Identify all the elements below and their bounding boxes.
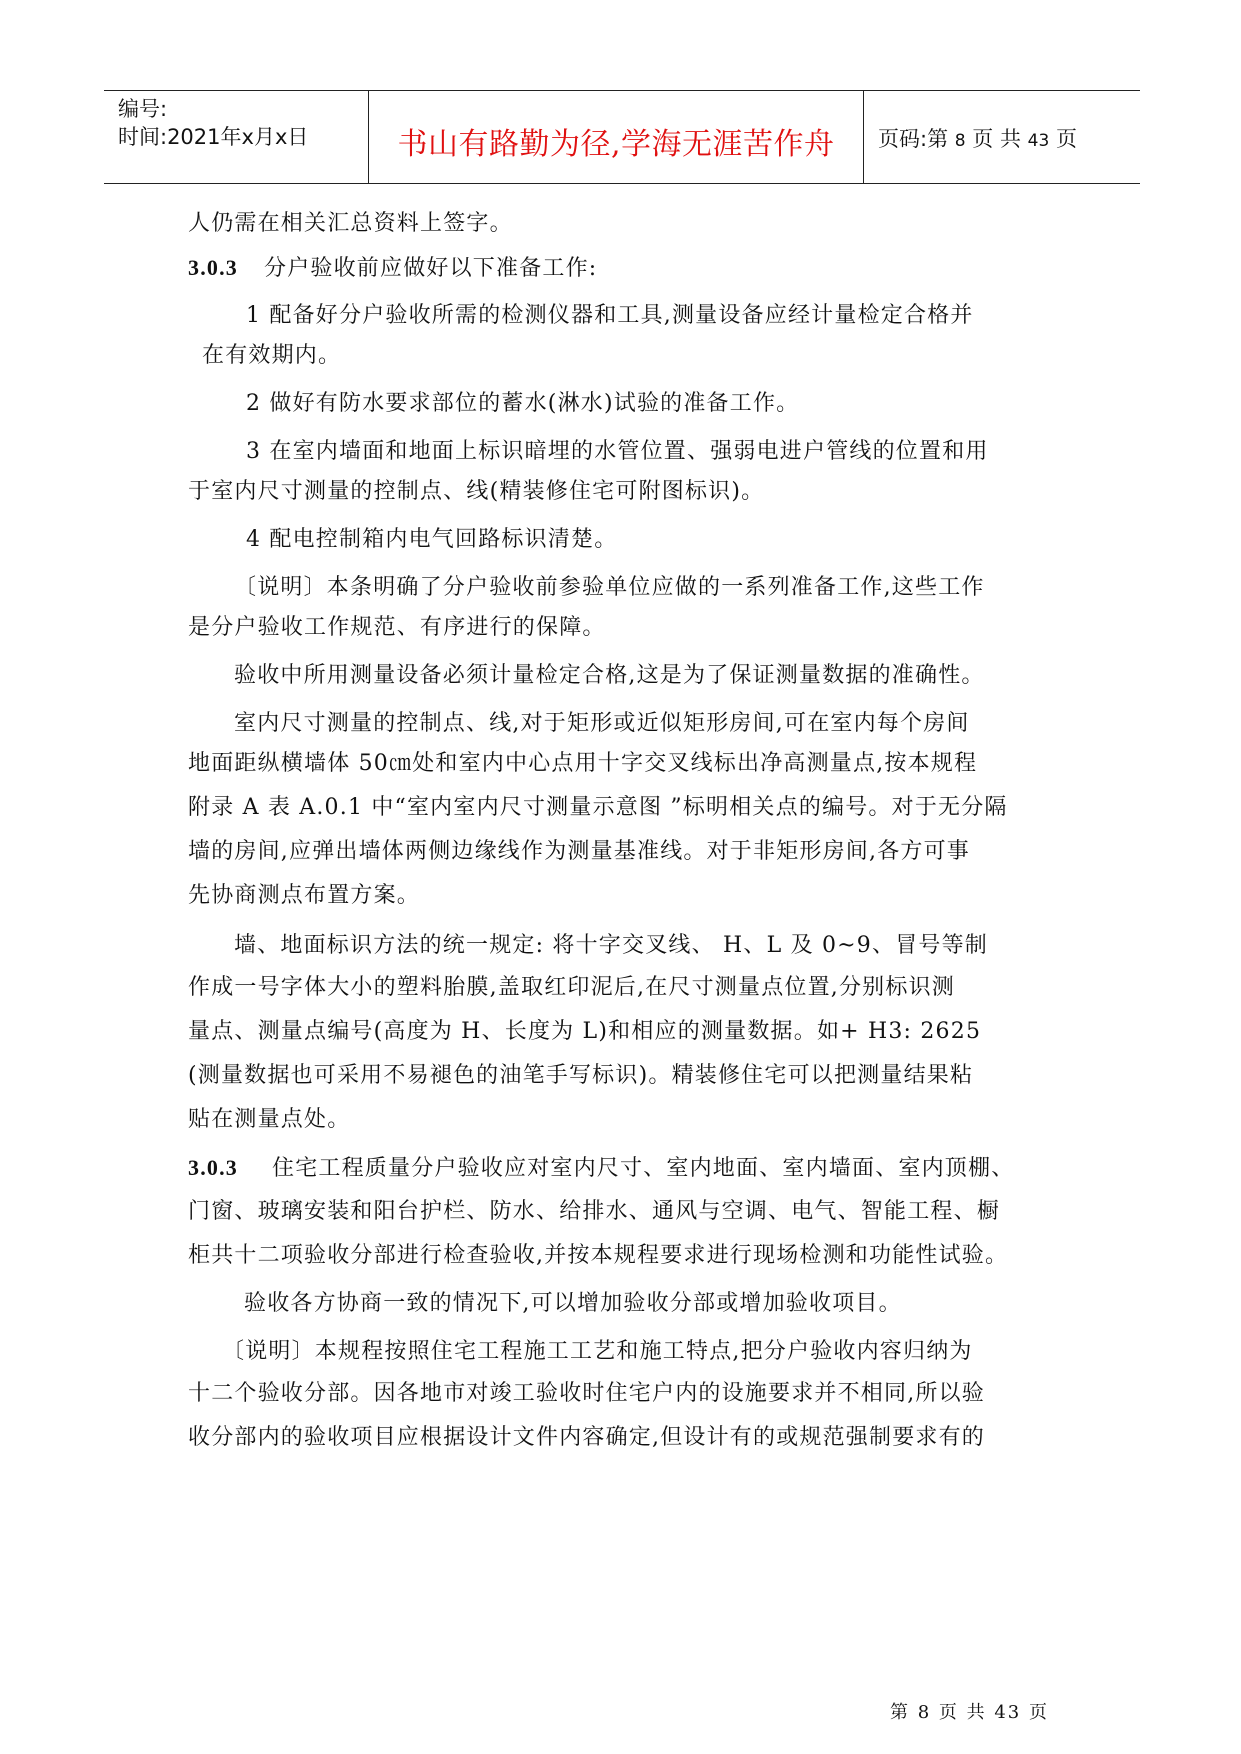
text-line: 〔说明〕本条明确了分户验收前参验单位应做的一系列准备工作,这些工作: [234, 575, 985, 600]
text-line: 贴在测量点处。: [188, 1107, 351, 1132]
text-line: 人仍需在相关汇总资料上签字。: [188, 211, 513, 236]
text-line: 先协商测点布置方案。: [188, 883, 421, 908]
clause-text: 分户验收前应做好以下准备工作:: [264, 256, 598, 281]
text-line: 墙、地面标识方法的统一规定: 将十字交叉线、 H、L 及 0~9、冒号等制: [234, 933, 989, 958]
clause-3-0-3-b: [188, 1154, 1014, 1183]
clause-number: 3.0.3: [188, 255, 238, 280]
page-label-mid: 页 共: [972, 127, 1021, 151]
text-line: 〔说明〕本规程按照住宅工程施工工艺和施工特点,把分户验收内容归纳为: [222, 1339, 973, 1364]
text-line: 十二个验收分部。因各地市对竣工验收时住宅户内的设施要求并不相同,所以验: [188, 1381, 985, 1406]
clause-3-0-3-a: [188, 254, 597, 283]
page-footer: 第 8 页 共 43 页: [890, 1702, 1049, 1723]
text-line: 3 在室内墙面和地面上标识暗埋的水管位置、强弱电进户管线的位置和用: [246, 439, 989, 464]
clause-text: 住宅工程质量分户验收应对室内尺寸、室内地面、室内墙面、室内顶棚、: [272, 1156, 1015, 1181]
text-line: 地面距纵横墙体 50㎝处和室内中心点用十字交叉线标出净高测量点,按本规程: [188, 751, 978, 776]
text-line: 作成一号字体大小的塑料胎膜,盖取红印泥后,在尺寸测量点位置,分别标识测: [188, 975, 955, 1000]
text-line: 1 配备好分户验收所需的检测仪器和工具,测量设备应经计量检定合格并: [246, 303, 974, 328]
clause-number: 3.0.3: [188, 1155, 238, 1180]
text-line: 量点、测量点编号(高度为 H、长度为 L)和相应的测量数据。如+ H3: 2625: [188, 1019, 982, 1044]
text-line: 2 做好有防水要求部位的蓄水(淋水)试验的准备工作。: [246, 391, 800, 416]
page-label-suffix: 页: [1055, 127, 1077, 151]
text-line: 附录 A 表 A.0.1 中“室内室内尺寸测量示意图 ”标明相关点的编号。对于无分隔: [188, 795, 1008, 820]
text-line: (测量数据也可采用不易褪色的油笔手写标识)。精装修住宅可以把测量结果粘: [188, 1063, 974, 1088]
serial-label: 编号:: [118, 97, 168, 121]
header-page-info: [878, 123, 1077, 153]
text-line: 于室内尺寸测量的控制点、线(精装修住宅可附图标识)。: [188, 479, 765, 504]
text-line: 门窗、玻璃安装和阳台护栏、防水、给排水、通风与空调、电气、智能工程、橱: [188, 1199, 1001, 1224]
text-line: 验收中所用测量设备必须计量检定合格,这是为了保证测量数据的准确性。: [234, 663, 985, 688]
header-left-cell: [104, 91, 368, 183]
page-label-prefix: 页码:第: [878, 127, 949, 151]
text-line: 墙的房间,应弹出墙体两侧边缘线作为测量基准线。对于非矩形房间,各方可事: [188, 839, 970, 864]
page-total: 43: [1027, 131, 1050, 151]
text-line: 4 配电控制箱内电气回路标识清楚。: [246, 527, 618, 552]
text-line: 收分部内的验收项目应根据设计文件内容确定,但设计有的或规范强制要求有的: [188, 1425, 985, 1450]
text-line: 验收各方协商一致的情况下,可以增加验收分部或增加验收项目。: [244, 1291, 902, 1316]
header-page-cell: [864, 91, 1140, 183]
header-motto-cell: [368, 91, 864, 183]
text-line: 柜共十二项验收分部进行检查验收,并按本规程要求进行现场检测和功能性试验。: [188, 1243, 1009, 1268]
text-line: 室内尺寸测量的控制点、线,对于矩形或近似矩形房间,可在室内每个房间: [234, 711, 970, 736]
header-motto: 书山有路勤为径,学海无涯苦作舟: [397, 127, 835, 162]
page-header: [104, 90, 1140, 184]
text-line: 是分户验收工作规范、有序进行的保障。: [188, 615, 606, 640]
page-current: 8: [954, 131, 966, 151]
time-label: 时间:2021年x月x日: [118, 125, 309, 149]
text-line: 在有效期内。: [202, 343, 342, 368]
